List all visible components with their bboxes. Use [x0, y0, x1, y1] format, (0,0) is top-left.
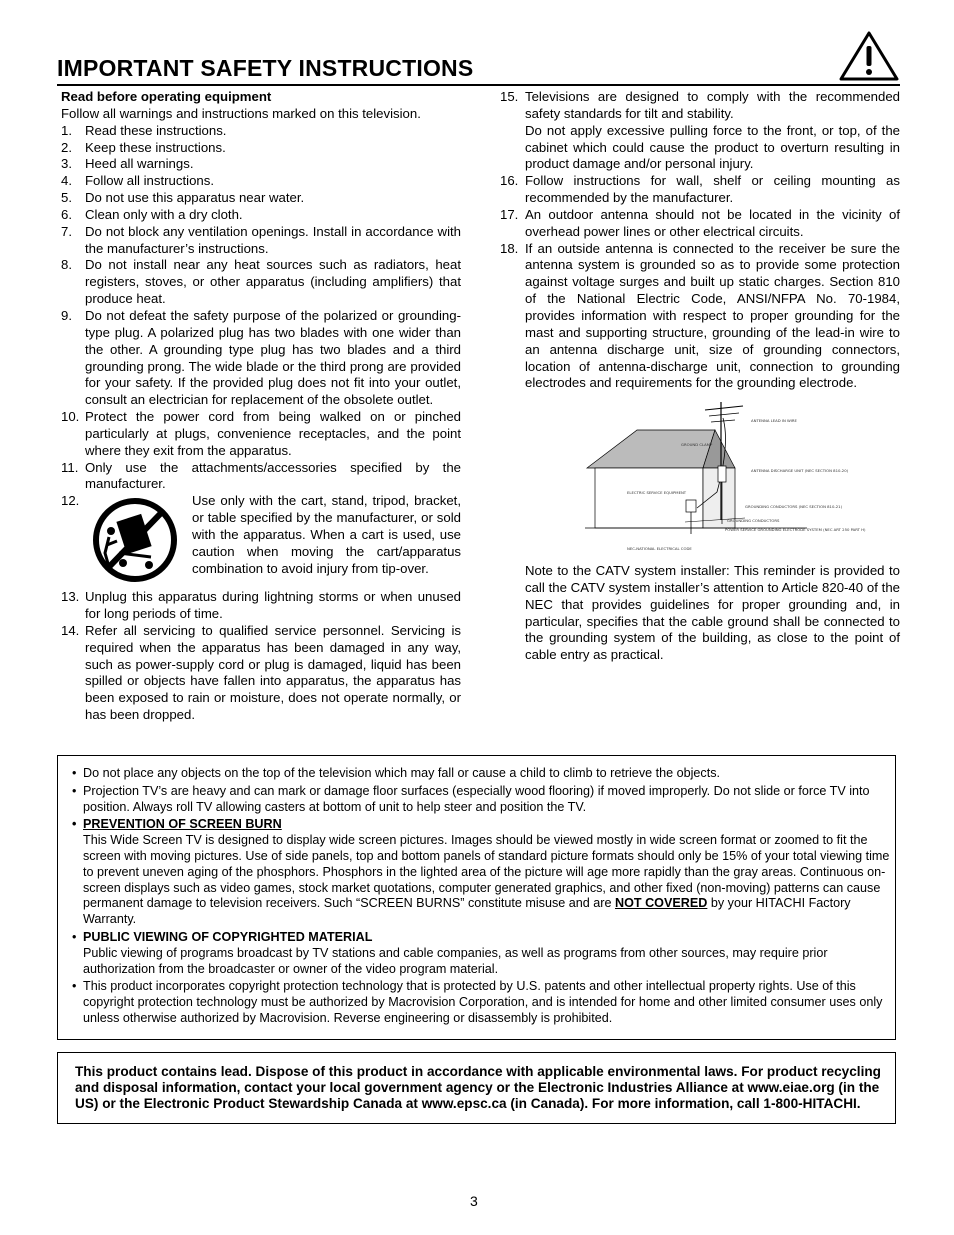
instruction-number: 4.	[61, 173, 72, 189]
instruction-item	[61, 224, 461, 258]
cart-tip-over-warning-icon	[91, 497, 181, 583]
instruction-number: 16.	[500, 173, 519, 189]
left-column	[61, 89, 461, 724]
instruction-text-2: Do not apply excessive pulling force to the front, or top, of the cabinet which could cause the product to overturn resulting in product damage and/or personal injury.	[525, 122, 900, 172]
public-viewing-text: Public viewing of programs broadcast by TV stations and cable companies, as well as programs from other sources, may require prior authorization from the broadcaster or owner of the video program material.	[83, 945, 828, 976]
instruction-item	[61, 460, 461, 494]
notice-text: Projection TV’s are heavy and can mark or damage floor surfaces (especially wood flooring) if moved improperly. Do not slide or force TV into position. Always roll TV allowing casters at bottom of unit to help steer and position the TV.	[83, 783, 870, 814]
notice-item: • Projection TV’s are heavy and can mark or damage floor surfaces (especially wood flooring) if moved improperly. Do not slide or force TV into position. Always roll TV allowing casters at bottom of unit to help steer and position the TV.	[72, 783, 870, 814]
label-electric-service: ELECTRIC SERVICE EQUIPMENT	[627, 490, 687, 495]
screen-burn-section: • PREVENTION OF SCREEN BURN This Wide Screen TV is designed to display wide screen pictures. Images should be viewed mostly in wide screen format or zoomed to fit the screen with moving pictures. Use of side panels, top and bottom panels of standard picture formats should only be 15% of your total viewing time to prevent uneven aging of the phosphors. Phosphors in the lighted area of the picture will age more rapidly than the gray areas. Continuous on-screen displays such as video games, stock market quotations, computer generated graphics, and other fixed (non-moving) patterns can cause permanent damage to television receivers. Such “SCREEN BURNS” constitute misuse and are NOT COVERED by your HITACHI Factory Warranty.	[72, 817, 890, 927]
instruction-number: 14.	[61, 622, 80, 638]
instruction-item	[500, 207, 900, 241]
lead-notice-text: This product contains lead. Dispose of this product in accordance with applicable environmental laws. For product recycling and disposal information, contact your local government agency or the Electronic Industries Alliance at www.eiae.org (in the US) or the Electronic Product Stewardship Canada at www.epsc.ca (in Canada). For more information, call 1-800-HITACHI.	[75, 1064, 881, 1111]
instruction-number: 10.	[61, 409, 80, 425]
instruction-number: 5.	[61, 190, 72, 206]
copyright-protection-section: • This product incorporates copyright protection technology that is protected by U.S. patents and other intellectual property rights. Use of this copyright protection technology must be authorized by Macrovision Corporation, and is intended for home and other limited consumer uses only unless otherwise authorized by Macrovision. Reverse engineering or disassembly is prohibited.	[72, 979, 883, 1025]
instruction-number: 18.	[500, 240, 519, 256]
label-power-service: POWER SERVICE GROUNDING ELECTRODE SYSTEM (NEC ART 250 PART H)	[725, 527, 866, 532]
instruction-item	[61, 308, 461, 409]
instruction-number: 2.	[61, 139, 72, 155]
instruction-item	[61, 257, 461, 308]
title-rule	[57, 84, 900, 86]
screen-burn-tail: by your HITACHI Factory Warranty.	[83, 896, 851, 927]
instruction-list-right-2	[500, 173, 900, 392]
instruction-number: 12.	[61, 493, 80, 509]
instruction-number: 11.	[61, 459, 79, 475]
screen-burn-text: This Wide Screen TV is designed to display wide screen pictures. Images should be viewed mostly in wide screen format or zoomed to fit the screen with moving pictures. Use of side panels, top and bottom panels of standard picture formats should only be 15% of your total viewing time to prevent uneven aging of the phosphors. Phosphors in the lighted area of the picture will age more rapidly than the gray areas. Continuous on-screen displays such as video games, stock market quotations, computer generated graphics, and other fixed (non-moving) patterns can cause permanent damage to television receivers. Such “SCREEN BURNS” constitute misuse and are	[83, 833, 890, 911]
page-title: IMPORTANT SAFETY INSTRUCTIONS	[57, 55, 474, 81]
instruction-number: 3.	[61, 156, 72, 172]
instruction-text: Protect the power cord from being walked on or pinched particularly at plugs, convenience receptacles, and the point where they exit from the apparatus.	[85, 409, 461, 458]
instruction-number: 1.	[61, 122, 72, 138]
instruction-number: 13.	[61, 589, 80, 605]
instruction-item	[61, 156, 461, 173]
instruction-number: 6.	[61, 206, 72, 222]
antenna-grounding-diagram	[585, 400, 866, 555]
instruction-number: 9.	[61, 307, 72, 323]
label-lead-in: ANTENNA LEAD IN WIRE	[751, 418, 797, 423]
instruction-text: Do not install near any heat sources such as radiators, heat registers, stoves, or other apparatus (including amplifiers) that produce heat.	[85, 257, 461, 307]
instruction-text: Unplug this apparatus during lightning storms or when unused for long periods of time.	[85, 589, 461, 622]
instruction-text: Heed all warnings.	[85, 156, 194, 172]
instruction-text: Clean only with a dry cloth.	[85, 206, 243, 222]
instruction-text: If an outside antenna is connected to the receiver be sure the antenna system is grounded so as to provide some protection against voltage surges and built up static charges. Section 810 of the National Electric Code, ANSI/NFPA No. 70-1984, provides information with respect to proper grounding for the mast and supporting structure, grounding of the lead-in wire to an antenna discharge unit, size of grounding connectors, location of antenna-discharge unit, connection to grounding electrodes and requirements for the grounding electrode.	[525, 240, 900, 391]
instruction-number: 17.	[500, 206, 519, 222]
instruction-text: Televisions are designed to comply with the recommended safety standards for tilt and stability.	[525, 89, 900, 121]
instruction-list-right	[500, 89, 900, 173]
instruction-item	[500, 241, 900, 393]
left-heading: Read before operating equipment	[61, 89, 272, 104]
instruction-item	[61, 207, 461, 224]
instruction-item	[61, 623, 461, 724]
instruction-list	[61, 123, 461, 494]
instruction-text: Read these instructions.	[85, 122, 227, 138]
notice-text: Do not place any objects on the top of the television which may fall or cause a child to climb to retrieve the objects.	[83, 766, 721, 780]
instruction-text: Follow instructions for wall, shelf or ceiling mounting as recommended by the manufacturer.	[525, 173, 900, 206]
instruction-item	[61, 140, 461, 157]
instruction-item	[61, 123, 461, 140]
right-column	[500, 89, 900, 392]
copyright-protection-text: This product incorporates copyright protection technology that is protected by U.S. patents and other intellectual property rights. Use of this copyright protection technology must be authorized by Macrovision Corporation, and is intended for home and other limited consumer uses only unless otherwise authorized by Macrovision. Reverse engineering or disassembly is prohibited.	[83, 979, 883, 1025]
left-intro: Follow all warnings and instructions marked on this television.	[61, 105, 421, 121]
screen-burn-heading: PREVENTION OF SCREEN BURN	[83, 817, 282, 832]
instruction-item	[61, 173, 461, 190]
instruction-text: Do not defeat the safety purpose of the polarized or grounding-type plug. A polarized plug has two blades with one wider than the other. A grounding type plug has two blades and a third grounding prong. The wide blade or the third prong are provided for your safety. If the provided plug does not fit into your outlet, consult an electrician for replacement of the obsolete outlet.	[85, 307, 461, 408]
notice-item: • Do not place any objects on the top of the television which may fall or cause a child to climb to retrieve the objects.	[72, 766, 721, 780]
instruction-text: Do not block any ventilation openings. Install in accordance with the manufacturer’s instructions.	[85, 223, 461, 256]
instruction-15	[500, 89, 900, 173]
label-grounding-810: GROUNDING CONDUCTORS (NEC SECTION 810-21)	[745, 504, 843, 509]
instruction-item	[61, 589, 461, 623]
instruction-number: 15.	[500, 89, 519, 104]
instruction-text: An outdoor antenna should not be located in the vicinity of overhead power lines or other electrical circuits.	[525, 206, 900, 239]
public-viewing-heading: PUBLIC VIEWING OF COPYRIGHTED MATERIAL	[83, 929, 373, 944]
label-nec: NEC-NATIONAL ELECTRICAL CODE	[627, 546, 692, 551]
instruction-item	[61, 409, 461, 460]
instruction-number: 8.	[61, 257, 72, 273]
instruction-number: 7.	[61, 223, 72, 239]
instruction-text: Only use the attachments/accessories specified by the manufacturer.	[85, 459, 461, 492]
instruction-text: Refer all servicing to qualified service personnel. Servicing is required when the apparatus has been damaged in any way, such as power-supply cord or plug is damaged, liquid has been spilled or objects have fallen into apparatus, the apparatus has been exposed to rain or moisture, does not operate normally, or has been dropped.	[85, 622, 461, 723]
public-viewing-section: • PUBLIC VIEWING OF COPYRIGHTED MATERIAL Public viewing of programs broadcast by TV stations and cable companies, as well as programs from other sources, may require prior authorization from the broadcaster or owner of the video program material.	[72, 929, 828, 976]
label-discharge-unit: ANTENNA DISCHARGE UNIT (NEC SECTION 810-20)	[751, 468, 849, 473]
label-ground-clamp: GROUND CLAMP	[681, 442, 713, 447]
instruction-text: Keep these instructions.	[85, 139, 226, 155]
instruction-text: Use only with the cart, stand, tripod, bracket, or table specified by the manufacturer, or sold with the apparatus. When a cart is used, use caution when moving the cart/apparatus combination to avoid injury from tip-over.	[192, 493, 461, 576]
label-grounding-conductors: GROUNDING CONDUCTORS	[727, 518, 780, 523]
lead-notice-box	[57, 1052, 896, 1124]
instruction-text: Do not use this apparatus near water.	[85, 190, 305, 206]
warning-triangle-icon	[838, 30, 900, 82]
not-covered-text: NOT COVERED	[614, 896, 708, 911]
instruction-12	[61, 493, 461, 589]
instruction-item	[500, 173, 900, 207]
instruction-text: Follow all instructions.	[85, 173, 214, 189]
notice-box	[57, 755, 896, 1040]
instruction-list-continued	[61, 589, 461, 724]
page-number: 3	[470, 1193, 478, 1209]
instruction-item	[61, 190, 461, 207]
catv-note: Note to the CATV system installer: This reminder is provided to call the CATV system installer’s attention to Article 820-40 of the NEC that provides guidelines for proper grounding and, in particular, specifies that the cable ground shall be connected to the grounding system of the building, as close to the point of cable entry as practical.	[525, 563, 900, 663]
